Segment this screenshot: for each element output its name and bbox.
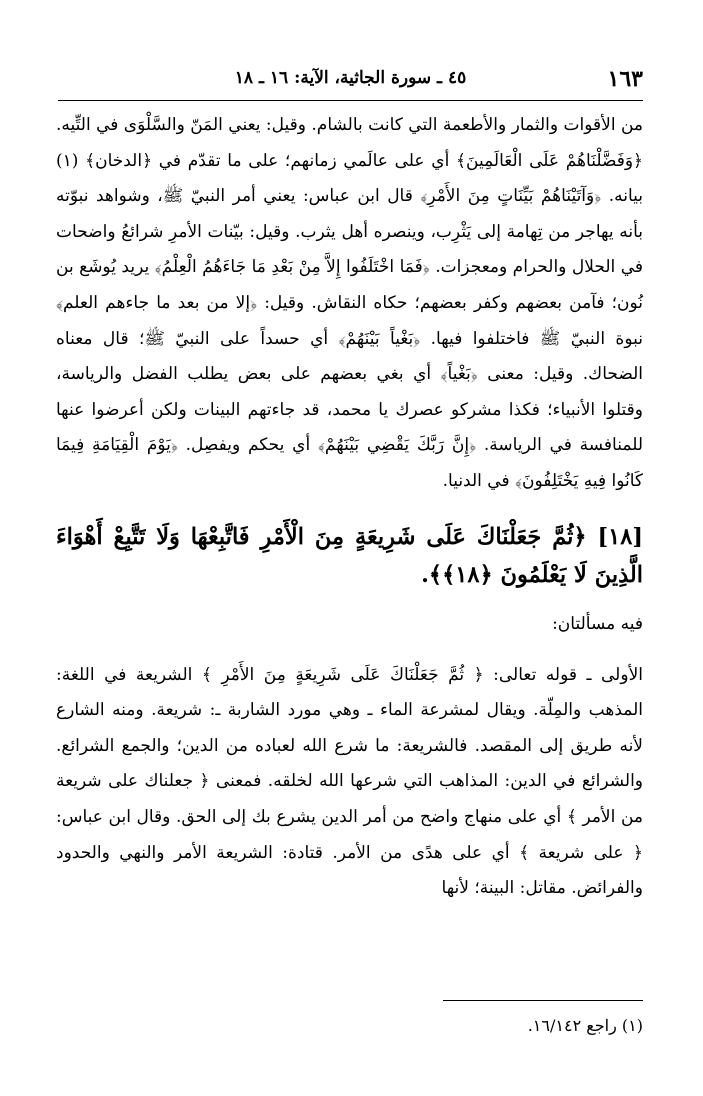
footnote-divider [443, 1000, 643, 1001]
running-title: ٤٥ ـ سورة الجاثية، الآية: ١٦ ـ ١٨ [234, 68, 467, 88]
quran-verse: [١٨] ﴿ثُمَّ جَعَلْنَاكَ عَلَى شَرِيعَةٍ مِنَ الْأَمْرِ فَاتَّبِعْهَا وَلَا تَتَّبِعْ أَهْوَاءَ الَّذِينَ لَا يَعْلَمُونَ ﴿١٨﴾﴾. [56, 523, 643, 588]
footnote: (١) راجع ١٦/١٤٢. [527, 1016, 643, 1035]
first-issue-paragraph: الأولى ـ قوله تعالى: ﴿ ثُمَّ جَعَلْنَاكَ عَلَى شَرِيعَةٍ مِنَ الأَمْرِ ﴾ الشريعة في اللغة: المذهب والمِلّة. ويقال لمشرعة الماء ـ وهي مورد الشاربة ـ: شريعة. ومنه الشارع لأنه طريق إلى المقصد. فالشريعة: ما شرع الله لعباده من الدين؛ والجمع الشرائع. والشرائع في الدين: المذاهب التي شرعها الله لخلقه. فمعنى ﴿ جعلناك على شريعة من الأمر ﴾ أي على منهاج واضح من أمر الدين يشرع بك إلى الحق. وقال ابن عباس: ﴿ على شريعة ﴾ أي على هدًى من الأمر. قتادة: الشريعة الأمر والنهي والحدود والفرائض. مقاتل: البينة؛ لأنها [56, 664, 643, 899]
section-subheading: فيه مسألتان: [552, 613, 643, 634]
page-header [58, 58, 643, 101]
page-number: ١٦٣ [607, 66, 643, 92]
commentary-paragraph: من الأقوات والثمار والأطعمة التي كانت بالشام. وقيل: يعني المَنّ والسَّلْوَى في التِّيه. ﴿وَفَضَّلْنَاهُمْ عَلَى الْعَالَمِينَ﴾ أي على عالَمي زمانهم؛ على ما تقدّم في ﴿الدخان﴾ (١) بيانه. ﴿وَآتَيْنَاهُمْ بَيِّنَاتٍ مِنَ الأَمْرِ﴾ قال ابن عباس: يعني أمر النبيّ ﷺ، وشواهد نبوّته بأنه يهاجر من تِهامة إلى يَثْرِب، وينصره أهل يثرب. وقيل: بيّنات الأمرِ شرائعُ واضحات في الحلال والحرام ومعجزات. ﴿فَمَا اخْتَلَفُوا إِلاَّ مِنْ بَعْدِ مَا جَاءَهُمُ الْعِلْمُ﴾ يريد يُوشَع بن نُون؛ فآمن بعضهم وكفر بعضهم؛ حكاه النقاش. وقيل: ﴿إلا من بعد ما جاءهم العلم﴾ نبوة النبيّ ﷺ فاختلفوا فيها. ﴿بَغْياً بَيْنَهُمْ﴾ أي حسداً على النبيّ ﷺ؛ قال معناه الضحاك. وقيل: معنى ﴿بَغْياً﴾ أي بغي بعضهم على بعض يطلب الفضل والرياسة، وقتلوا الأنبياء؛ فكذا مشركو عصرك يا محمد، قد جاءتهم البينات ولكن أعرضوا عنها للمنافسة في الرياسة. ﴿إِنَّ رَبَّكَ يَقْضِي بَيْنَهُمْ﴾ أي يحكم ويفصِل. ﴿يَوْمَ الْقِيَامَةِ فِيمَا كَانُوا فِيهِ يَخْتَلِفُونَ﴾ في الدنيا. [56, 115, 643, 491]
page-body [56, 108, 643, 907]
